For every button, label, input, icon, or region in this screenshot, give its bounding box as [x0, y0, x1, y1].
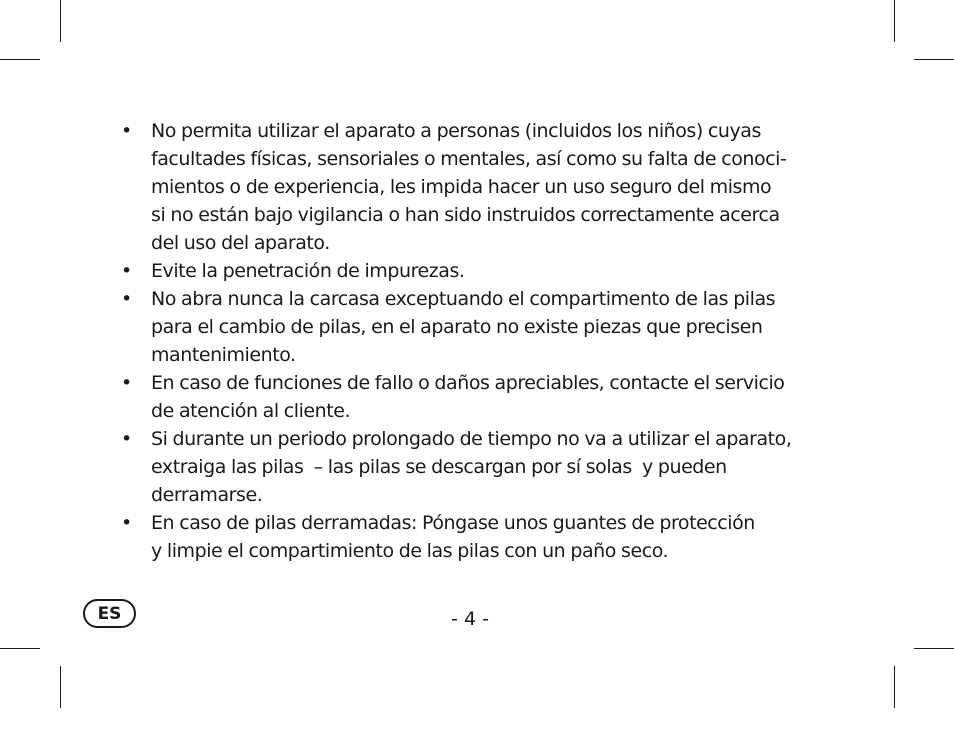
bullet-mark: • — [121, 120, 132, 142]
bullet-mark: • — [121, 260, 132, 282]
bullet-mark: • — [121, 512, 132, 534]
page-number: - 4 - — [451, 608, 489, 630]
crop-mark-bottom-left-horizontal — [0, 648, 40, 649]
crop-mark-bottom-right-vertical — [894, 666, 895, 708]
crop-mark-bottom-left-vertical — [60, 666, 61, 708]
text-line: mientos o de experiencia, les impida hacer un uso seguro del mismo — [151, 176, 772, 198]
text-line: y limpie el compartimiento de las pilas con un paño seco. — [151, 540, 669, 562]
list-item — [121, 257, 841, 285]
list-item — [121, 117, 841, 257]
text-line: para el cambio de pilas, en el aparato no existe piezas que precisen — [151, 316, 763, 338]
text-line: En caso de funciones de fallo o daños apreciables, contacte el servicio — [151, 372, 785, 394]
language-badge: ES — [83, 599, 136, 628]
text-line: Si durante un periodo prolongado de tiempo no va a utilizar el aparato, — [151, 428, 792, 450]
bullet-mark: • — [121, 428, 132, 450]
list-item — [121, 369, 841, 425]
text-line: extraiga las pilas – las pilas se descargan por sí solas y pueden — [151, 456, 727, 478]
text-line: En caso de pilas derramadas: Póngase unos guantes de protección — [151, 512, 755, 534]
bullet-mark: • — [121, 372, 132, 394]
text-line: derramarse. — [151, 484, 263, 506]
text-line: de atención al cliente. — [151, 400, 351, 422]
bullet-mark: • — [121, 288, 132, 310]
text-line: del uso del aparato. — [151, 232, 330, 254]
crop-mark-top-left-horizontal — [0, 59, 40, 60]
text-line: No permita utilizar el aparato a personas (incluidos los niños) cuyas — [151, 120, 761, 142]
crop-mark-top-right-vertical — [894, 0, 895, 42]
text-line: mantenimiento. — [151, 344, 296, 366]
crop-mark-top-right-horizontal — [914, 59, 954, 60]
text-line: facultades físicas, sensoriales o mentales, así como su falta de conoci- — [151, 148, 787, 170]
list-item — [121, 509, 841, 565]
text-line: Evite la penetración de impurezas. — [151, 260, 465, 282]
list-item — [121, 425, 841, 509]
crop-mark-bottom-right-horizontal — [914, 648, 954, 649]
text-line: si no están bajo vigilancia o han sido instruidos correctamente acerca — [151, 204, 780, 226]
list-item — [121, 285, 841, 369]
crop-mark-top-left-vertical — [60, 0, 61, 42]
safety-instructions-list — [121, 117, 841, 565]
text-line: No abra nunca la carcasa exceptuando el compartimento de las pilas — [151, 288, 776, 310]
